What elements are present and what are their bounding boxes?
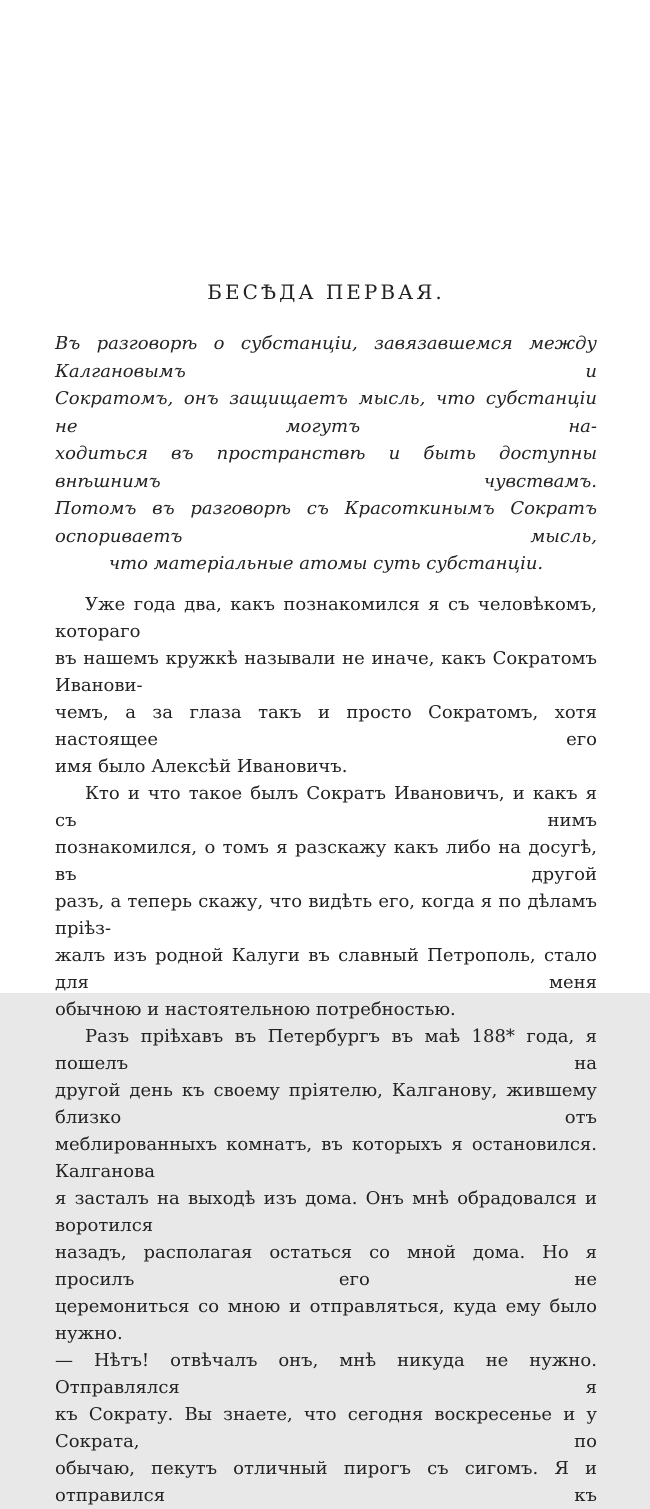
summary-line: Потомъ въ разговорѣ съ Красоткинымъ Сократъ оспориваетъ мысль, (55, 498, 597, 547)
paragraph (55, 1023, 597, 1347)
chapter-summary (55, 330, 597, 578)
summary-line: ходиться въ пространствѣ и быть доступны внѣшнимъ чувствамъ. (55, 443, 597, 492)
text-line: другой день къ своему пріятелю, Калганову, жившему близко отъ (55, 1079, 597, 1128)
text-line: я засталъ на выходѣ изъ дома. Онъ мнѣ обрадовался и воротился (55, 1187, 597, 1236)
text-line: чемъ, а за глаза такъ и просто Сократомъ, хотя настоящее его (55, 701, 597, 750)
chapter-title: БЕСѢДА ПЕРВАЯ. (207, 280, 445, 304)
text-line: Кто и что такое былъ Сократъ Ивановичъ, и какъ я съ нимъ (55, 782, 597, 831)
text-line: Уже года два, какъ познакомился я съ человѣкомъ, котораго (55, 593, 597, 642)
text-line: въ нашемъ кружкѣ называли не иначе, какъ Сократомъ Иванови- (55, 647, 597, 696)
paragraph (55, 591, 597, 780)
summary-line: что матеріальные атомы суть субстанціи. (108, 553, 544, 574)
text-block (55, 280, 597, 1509)
paragraph (55, 780, 597, 1023)
text-line: разъ, а теперь скажу, что видѣть его, когда я по дѣламъ пріѣз- (55, 890, 597, 939)
text-line: имя было Алексѣй Ивановичъ. (55, 755, 348, 777)
text-line: церемониться со мною и отправляться, куда ему было нужно. (55, 1295, 597, 1344)
summary-line: Въ разговорѣ о субстанціи, завязавшемся между Калгановымъ и (55, 333, 597, 382)
text-line: — Нѣтъ! отвѣчалъ онъ, мнѣ никуда не нужно. Отправлялся я (55, 1349, 597, 1398)
body-text (55, 591, 597, 1509)
text-line: Разъ пріѣхавъ въ Петербургъ въ маѣ 188* года, я пошелъ на (55, 1025, 597, 1074)
text-line: къ Сократу. Вы знаете, что сегодня воскресенье и у Сократа, по (55, 1403, 597, 1452)
summary-line: Сократомъ, онъ защищаетъ мысль, что субстанціи не могутъ на- (55, 388, 597, 437)
paragraph-dialogue (55, 1347, 597, 1509)
text-line: обычною и настоятельною потребностью. (55, 998, 456, 1020)
text-line: меблированныхъ комнатъ, въ которыхъ я остановился. Калганова (55, 1133, 597, 1182)
text-line: назадъ, располагая остаться со мной дома. Но я просилъ его не (55, 1241, 597, 1290)
text-line: познакомился, о томъ я разскажу какъ либо на досугѣ, въ другой (55, 836, 597, 885)
text-line: обычаю, пекутъ отличный пирогъ съ сигомъ. Я и отправился къ (55, 1457, 597, 1506)
text-line: жалъ изъ родной Калуги въ славный Петрополь, стало для меня (55, 944, 597, 993)
